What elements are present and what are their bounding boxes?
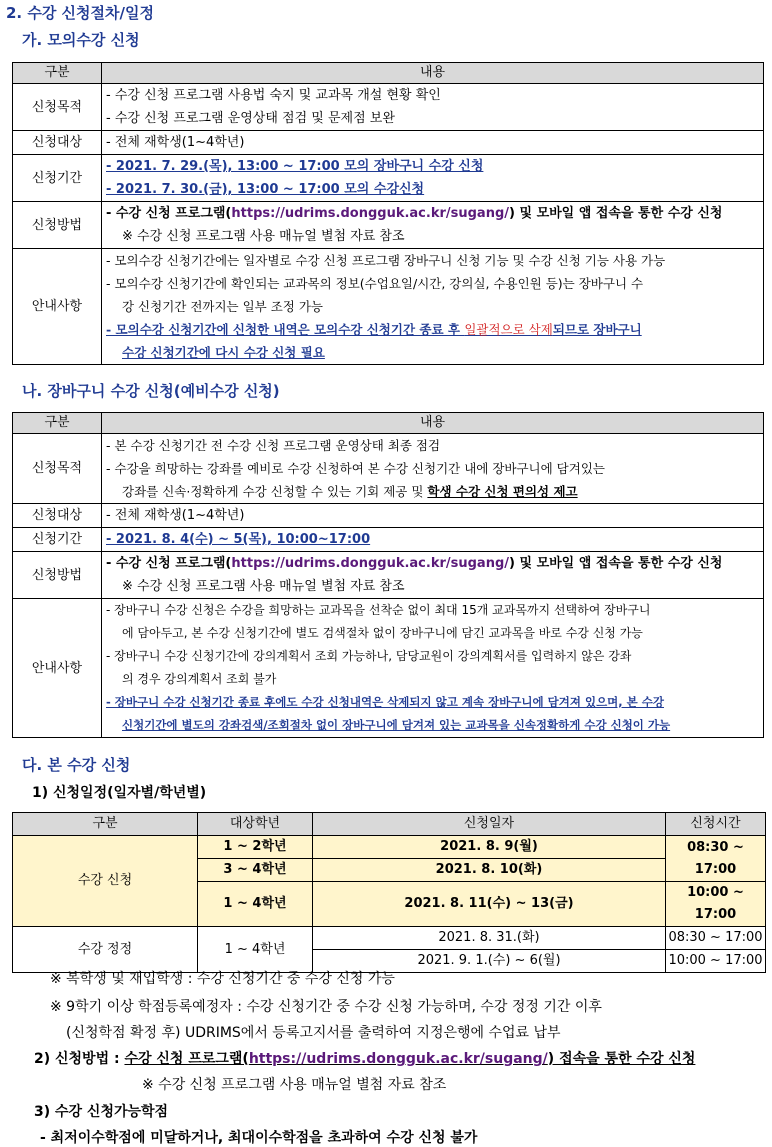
basket-notice-label: 안내사항: [13, 599, 102, 738]
basket-period-content: - 2021. 8. 4(수) ~ 5(목), 10:00~17:00: [102, 528, 764, 552]
mock-table: [12, 62, 764, 365]
note-ninth-semester-cont: (신청학점 확정 후) UDRIMS에서 등록고지서를 출력하여 지정은행에 수업료 납부: [66, 1025, 561, 1041]
basket-method-url-link[interactable]: https://udrims.dongguk.ac.kr/sugang/: [231, 556, 510, 571]
basket-header-col2: 내용: [102, 413, 764, 434]
mock-target-label: 신청대상: [13, 131, 102, 155]
mock-purpose-content: [102, 84, 764, 131]
mock-notice-line-a: - 모의수강 신청기간에 신청한 내역은 모의수강 신청기간 종료 후: [106, 322, 465, 337]
mock-method-content: [102, 202, 764, 249]
mock-method-note: ※ 수강 신청 프로그램 사용 매뉴얼 별첨 자료 참조: [122, 229, 405, 244]
basket-notice-line: - 장바구니 수강 신청기간 종료 후에도 수강 신청내역은 삭제되지 않고 계속 장바구니에 담겨져 있으며, 본 수강: [106, 695, 664, 709]
basket-title: 나. 장바구니 수강 신청(예비수강 신청): [22, 382, 280, 400]
basket-method-note: ※ 수강 신청 프로그램 사용 매뉴얼 별첨 자료 참조: [122, 579, 405, 594]
mock-target-content: - 전체 재학생(1~4학년): [102, 131, 764, 155]
schedule-time: 10:00 ~ 17:00: [666, 950, 766, 973]
basket-period-label: 신청기간: [13, 528, 102, 552]
basket-purpose-highlight: 학생 수강 신청 편의성 제고: [427, 484, 578, 499]
basket-target-content: - 전체 재학생(1~4학년): [102, 504, 764, 528]
credits-line: - 최저이수학점에 미달하거나, 최대이수학점을 초과하여 수강 신청 불가: [40, 1130, 478, 1146]
schedule-date: 2021. 9. 1.(수) ~ 6(월): [313, 950, 666, 973]
basket-target-label: 신청대상: [13, 504, 102, 528]
basket-notice-line: 신청기간에 별도의 강좌검색/조회절차 없이 장바구니에 담겨져 있는 교과목을 신속정확하게 수강 신청이 가능: [122, 718, 671, 732]
schedule-date: 2021. 8. 10(화): [313, 859, 666, 882]
mock-method-url-link[interactable]: https://udrims.dongguk.ac.kr/sugang/: [231, 206, 510, 221]
main-method-url-link[interactable]: https://udrims.dongguk.ac.kr/sugang/: [248, 1051, 548, 1067]
schedule-title: 1) 신청일정(일자별/학년별): [32, 785, 207, 801]
schedule-header: 신청일자: [313, 813, 666, 836]
schedule-header: 신청시간: [666, 813, 766, 836]
mock-notice-content: [102, 249, 764, 365]
mock-period-line: - 2021. 7. 29.(목), 13:00 ~ 17:00 모의 장바구니 수강 신청: [106, 159, 484, 174]
mock-period-content: [102, 155, 764, 202]
mock-method-prefix: - 수강 신청 프로그램(: [106, 206, 232, 221]
mock-notice-line: 강 신청기간 전까지는 일부 조정 가능: [122, 299, 323, 314]
schedule-grade: 3 ~ 4학년: [198, 859, 313, 882]
mock-purpose-line: - 수강 신청 프로그램 사용법 숙지 및 교과목 개설 현황 확인: [106, 88, 441, 103]
basket-method-label: 신청방법: [13, 552, 102, 599]
basket-method-prefix: - 수강 신청 프로그램(: [106, 556, 232, 571]
mock-header-col1: 구분: [13, 63, 102, 84]
basket-purpose-line: - 본 수강 신청기간 전 수강 신청 프로그램 운영상태 최종 점검: [106, 438, 441, 453]
note-ninth-semester: ※ 9학기 이상 학점등록예정자 : 수강 신청기간 중 수강 신청 가능하며, 수강 정정 기간 이후: [50, 999, 602, 1015]
credits-title: 3) 수강 신청가능학점: [34, 1104, 169, 1120]
mock-purpose-label: 신청목적: [13, 84, 102, 131]
mock-notice-line: 수강 신청기간에 다시 수강 신청 필요: [122, 345, 325, 360]
mock-notice-line-b: 되므로 장바구니: [552, 322, 642, 337]
mock-header-col2: 내용: [102, 63, 764, 84]
basket-method-suffix: ) 및 모바일 앱 접속을 통한 수강 신청: [509, 556, 723, 571]
mock-notice-red-text: 일괄적으로 삭제: [464, 322, 553, 337]
basket-purpose-label: 신청목적: [13, 434, 102, 504]
main-method: [34, 1048, 695, 1068]
schedule-reg-label: 수강 신청: [13, 836, 198, 927]
mock-purpose-line: - 수강 신청 프로그램 운영상태 점검 및 문제점 보완: [106, 111, 395, 126]
schedule-adj-label: 수강 정정: [13, 927, 198, 973]
main-method-label: 2) 신청방법 :: [34, 1051, 125, 1067]
basket-notice-line: 의 경우 강의계획서 조회 불가: [122, 672, 277, 686]
mock-method-label: 신청방법: [13, 202, 102, 249]
mock-method-suffix: ) 및 모바일 앱 접속을 통한 수강 신청: [509, 206, 723, 221]
basket-purpose-content: [102, 434, 764, 504]
main-method-prefix: 수강 신청 프로그램(: [124, 1051, 249, 1067]
main-method-suffix: ) 접속을 통한 수강 신청: [547, 1051, 696, 1067]
schedule-time: 08:30 ~ 17:00: [666, 927, 766, 950]
main-method-note: ※ 수강 신청 프로그램 사용 매뉴얼 별첨 자료 참조: [142, 1077, 447, 1093]
section-title: 2. 수강 신청절차/일정: [6, 4, 154, 22]
note-returning-students: ※ 복학생 및 재입학생 : 수강 신청기간 중 수강 신청 가능: [50, 971, 395, 987]
schedule-date: 2021. 8. 9(월): [313, 836, 666, 859]
mock-notice-line: - 모의수강 신청기간에는 일자별로 수강 신청 프로그램 장바구니 신청 기능 및 수강 신청 기능 사용 가능: [106, 253, 666, 268]
mock-notice-line: - 모의수강 신청기간에 확인되는 교과목의 정보(수업요일/시간, 강의실, 수용인원 등)는 장바구니 수: [106, 276, 644, 291]
basket-notice-line: 에 담아두고, 본 수강 신청기간에 별도 검색절차 없이 장바구니에 담긴 교과목을 바로 수강 신청 가능: [122, 626, 643, 640]
mock-title: 가. 모의수강 신청: [22, 31, 140, 49]
main-title: 다. 본 수강 신청: [22, 756, 131, 774]
schedule-header: 구분: [13, 813, 198, 836]
mock-notice-label: 안내사항: [13, 249, 102, 365]
basket-method-content: [102, 552, 764, 599]
schedule-table: [12, 812, 766, 973]
schedule-date: 2021. 8. 11(수) ~ 13(금): [313, 882, 666, 927]
schedule-time: 08:30 ~ 17:00: [666, 836, 766, 882]
schedule-date: 2021. 8. 31.(화): [313, 927, 666, 950]
schedule-header: 대상학년: [198, 813, 313, 836]
schedule-grade: 1 ~ 4학년: [198, 927, 313, 973]
schedule-grade: 1 ~ 2학년: [198, 836, 313, 859]
mock-period-line: - 2021. 7. 30.(금), 13:00 ~ 17:00 모의 수강신청: [106, 182, 425, 197]
basket-notice-content: [102, 599, 764, 738]
mock-period-label: 신청기간: [13, 155, 102, 202]
basket-notice-line: - 장바구니 수강 신청은 수강을 희망하는 교과목을 선착순 없이 최대 15개 교과목까지 선택하여 장바구니: [106, 603, 651, 617]
basket-purpose-line-a: 강좌를 신속·정확하게 수강 신청할 수 있는 기회 제공 및: [122, 484, 428, 499]
schedule-grade: 1 ~ 4학년: [198, 882, 313, 927]
schedule-time: 10:00 ~ 17:00: [666, 882, 766, 927]
basket-notice-line: - 장바구니 수강 신청기간에 강의계획서 조회 가능하나, 담당교원이 강의계획서를 입력하지 않은 강좌: [106, 649, 632, 663]
basket-purpose-line: - 수강을 희망하는 강좌를 예비로 수강 신청하여 본 수강 신청기간 내에 장바구니에 담겨있는: [106, 461, 605, 476]
basket-table: [12, 412, 764, 738]
basket-header-col1: 구분: [13, 413, 102, 434]
